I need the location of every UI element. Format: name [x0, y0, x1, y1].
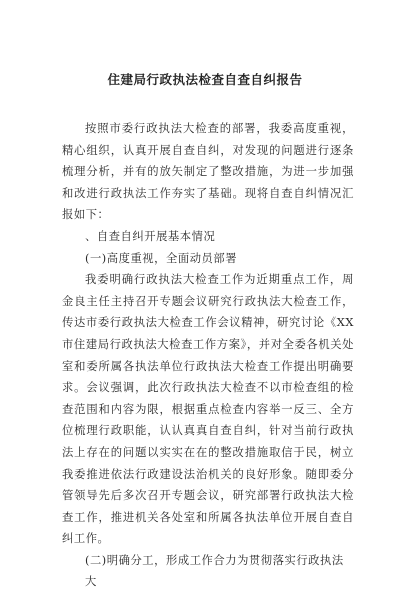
document-title: 住建局行政执法检查自查自纠报告	[107, 72, 303, 87]
intro-paragraph: 按照市委行政执法大检查的部署，我委高度重视，精心组织，认真开展自查自纠，对发现的问题进行逐条梳理分析，并有的放矢制定了整改措施，为进一步加强和改进行政执法工作夯实了基础。现将自查自纠情况汇报如下：	[62, 122, 354, 222]
document-body	[62, 118, 354, 593]
section-1-heading: 、自查自纠开展基本情况	[85, 229, 216, 243]
subsection-1-heading: (一)高度重视，全面动员部署	[85, 251, 238, 265]
subsection-2-heading: (二)明确分工，形成工作合力为贯彻落实行政执法大	[85, 553, 344, 589]
subsection-1-paragraph: 我委明确行政执法大检查工作为近期重点工作，周金良主任主持召开专题会议研究行政执法大检查工作，传达市委行政执法大检查工作会议精神，研究讨论《XX市住建局行政执法大检查工作方案》，并对全委各机关处室和委所属各执法单位行政执法大检查工作提出明确要求。会议强调，此次行政执法大检查不以市检查组的检查范围和内容为限，根据重点检查内容举一反三、全方位梳理行政职能，认认真真自查自纠，针对当前行政执法上存在的问题以实实在在的整改措施取信于民，树立我委推进依法行政建设法治机关的良好形象。随即委分管领导先后多次召开专题会议，研究部署行政执法大检查工作，推进机关各处室和所属各执法单位开展自查自纠工作。	[62, 273, 354, 546]
